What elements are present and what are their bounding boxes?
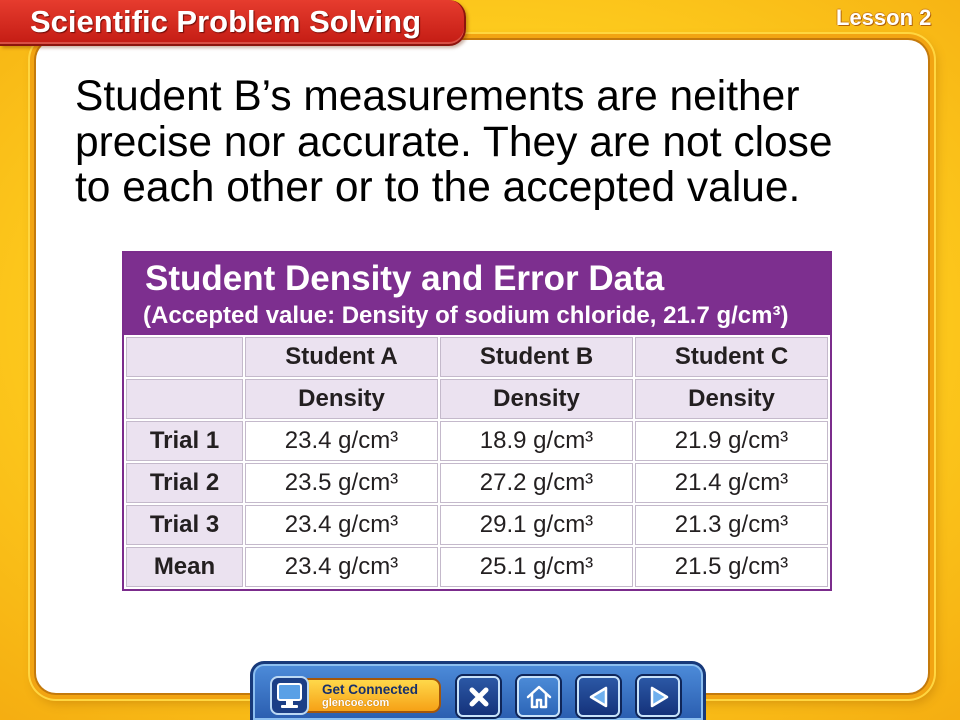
lesson-label: Lesson 2 — [836, 5, 932, 30]
table-cell: 23.4 g/cm³ — [245, 421, 438, 461]
corner-cell — [126, 379, 243, 419]
table-subheader-row — [126, 379, 828, 419]
table-cell: 23.4 g/cm³ — [245, 547, 438, 587]
table-row — [126, 547, 828, 587]
close-icon — [464, 682, 494, 712]
density-data-table — [122, 251, 832, 591]
get-connected-pill — [300, 678, 441, 713]
table-header — [124, 253, 830, 335]
table-header-row — [126, 337, 828, 377]
table-subtitle: (Accepted value: Density of sodium chloride, 21.7 g/cm³) — [143, 302, 789, 329]
column-header: Student C — [635, 337, 828, 377]
triangle-right-icon — [644, 682, 674, 712]
triangle-left-icon — [584, 682, 614, 712]
close-button[interactable] — [457, 676, 500, 717]
table-cell: 21.5 g/cm³ — [635, 547, 828, 587]
column-subheader: Density — [245, 379, 438, 419]
table-cell: 21.9 g/cm³ — [635, 421, 828, 461]
chapter-title: Scientific Problem Solving — [30, 4, 422, 39]
corner-cell — [126, 337, 243, 377]
slide-text: Student B’s measurements are neither precise nor accurate. They are not close to each other or to the accepted value. — [75, 73, 833, 211]
get-connected-url: glencoe.com — [322, 697, 390, 709]
content-panel — [36, 40, 928, 693]
row-label: Mean — [126, 547, 243, 587]
table-cell: 23.5 g/cm³ — [245, 463, 438, 503]
home-button[interactable] — [517, 676, 560, 717]
column-subheader: Density — [635, 379, 828, 419]
column-subheader: Density — [440, 379, 633, 419]
next-slide-button[interactable] — [637, 676, 680, 717]
table-cell: 18.9 g/cm³ — [440, 421, 633, 461]
row-label: Trial 3 — [126, 505, 243, 545]
get-connected-button[interactable] — [270, 676, 441, 715]
table-cell: 29.1 g/cm³ — [440, 505, 633, 545]
navigation-bar — [250, 661, 706, 720]
column-header: Student A — [245, 337, 438, 377]
row-label: Trial 1 — [126, 421, 243, 461]
chapter-title-tab — [0, 0, 466, 46]
home-icon — [524, 682, 554, 712]
table-cell: 23.4 g/cm³ — [245, 505, 438, 545]
table-cell: 25.1 g/cm³ — [440, 547, 633, 587]
table-grid — [124, 335, 830, 589]
table-row — [126, 421, 828, 461]
previous-slide-button[interactable] — [577, 676, 620, 717]
column-header: Student B — [440, 337, 633, 377]
row-label: Trial 2 — [126, 463, 243, 503]
table-cell: 21.4 g/cm³ — [635, 463, 828, 503]
table-cell: 21.3 g/cm³ — [635, 505, 828, 545]
table-cell: 27.2 g/cm³ — [440, 463, 633, 503]
table-row — [126, 463, 828, 503]
computer-monitor-icon — [270, 676, 309, 715]
get-connected-label: Get Connected — [322, 682, 419, 697]
table-title: Student Density and Error Data — [145, 259, 665, 298]
table-row — [126, 505, 828, 545]
